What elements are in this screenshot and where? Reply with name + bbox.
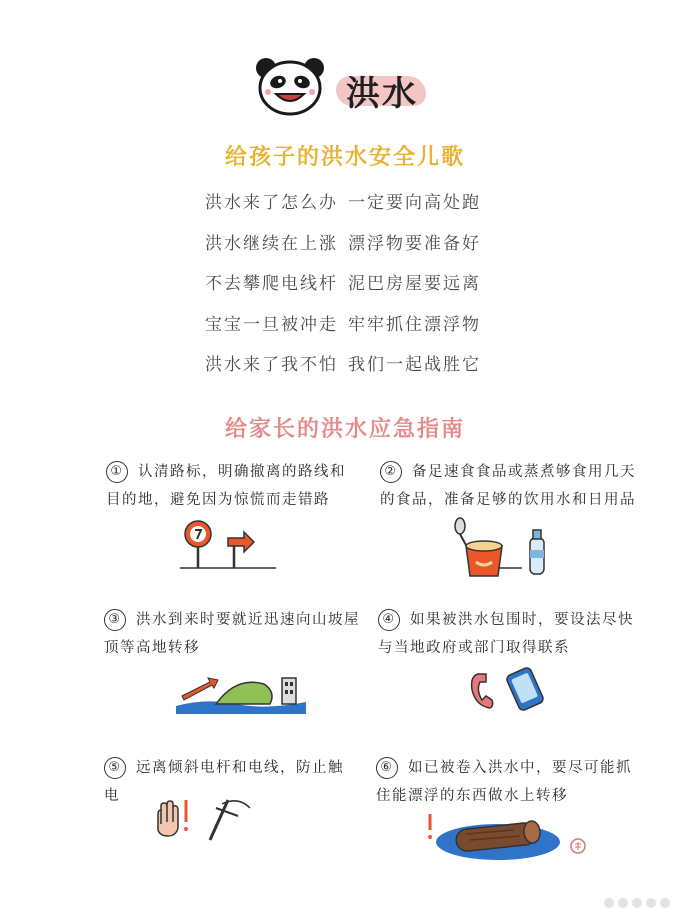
poem-row (0, 350, 690, 391)
guide-item-number: ③ (104, 609, 126, 631)
guide-item-6 (376, 754, 636, 810)
electric-pole-warning-icon (152, 794, 252, 842)
poem-line-left: 宝宝一旦被冲走 (205, 314, 338, 335)
food-and-water-icon (452, 516, 552, 580)
guide-item-number: ⑥ (376, 757, 398, 779)
poem-row (0, 188, 690, 229)
guide-item-number: ② (380, 461, 402, 483)
guide-item-4 (378, 606, 638, 662)
header (0, 54, 690, 118)
guide-item-text: 洪水到来时要就近迅速向山坡屋顶等高地转移 (104, 612, 360, 656)
guide-item-number: ① (106, 461, 128, 483)
poem-line-right: 泥巴房屋要远离 (348, 274, 481, 294)
poem-line-left: 洪水来了我不怕 (205, 355, 338, 375)
guide-item-number: ⑤ (104, 757, 126, 779)
poem-line-left: 洪水继续在上涨 (205, 233, 338, 254)
poem-row (0, 310, 690, 351)
guide-item-text: 远离倾斜电杆和电线，防止触电 (104, 760, 344, 804)
guide-item-number: ④ (378, 609, 400, 631)
guide-item-3 (104, 606, 364, 662)
poem-row (0, 229, 690, 270)
poem-row (0, 269, 690, 310)
stamp-icon (570, 838, 586, 854)
phone-contact-icon (468, 666, 552, 714)
poem-line-right: 漂浮物要准备好 (348, 233, 481, 254)
road-sign-icon (180, 518, 280, 574)
guide-item-text: 如果被洪水包围时，要设法尽快与当地政府或部门取得联系 (378, 612, 634, 656)
floating-log-icon (424, 806, 564, 864)
page-title: 洪水 (346, 74, 418, 114)
watermark-dots (604, 897, 678, 909)
parents-section-title: 给家长的洪水应急指南 (224, 417, 465, 442)
kids-poem (0, 188, 690, 391)
poem-line-right: 一定要向高处跑 (348, 193, 481, 213)
guide-item-2 (380, 458, 640, 514)
guide-item-text: 备足速食食品或蒸煮够食用几天的食品，准备足够的饮用水和日用品 (380, 464, 636, 508)
guide-item-1 (106, 458, 356, 514)
poem-line-right: 牢牢抓住漂浮物 (348, 314, 481, 335)
title-block (332, 62, 432, 112)
kids-section-title: 给孩子的洪水安全儿歌 (224, 145, 465, 170)
guide-item-text: 认清路标，明确撤离的路线和目的地，避免因为惊慌而走错路 (106, 464, 346, 508)
guide-item-text: 如已被卷入洪水中，要尽可能抓住能漂浮的东西做水上转移 (376, 760, 632, 804)
hill-escape-icon (176, 670, 306, 714)
panda-icon (254, 54, 326, 116)
poem-line-left: 洪水来了怎么办 (205, 193, 338, 213)
poem-line-left: 不去攀爬电线杆 (205, 274, 338, 294)
poem-line-right: 我们一起战胜它 (348, 355, 481, 375)
